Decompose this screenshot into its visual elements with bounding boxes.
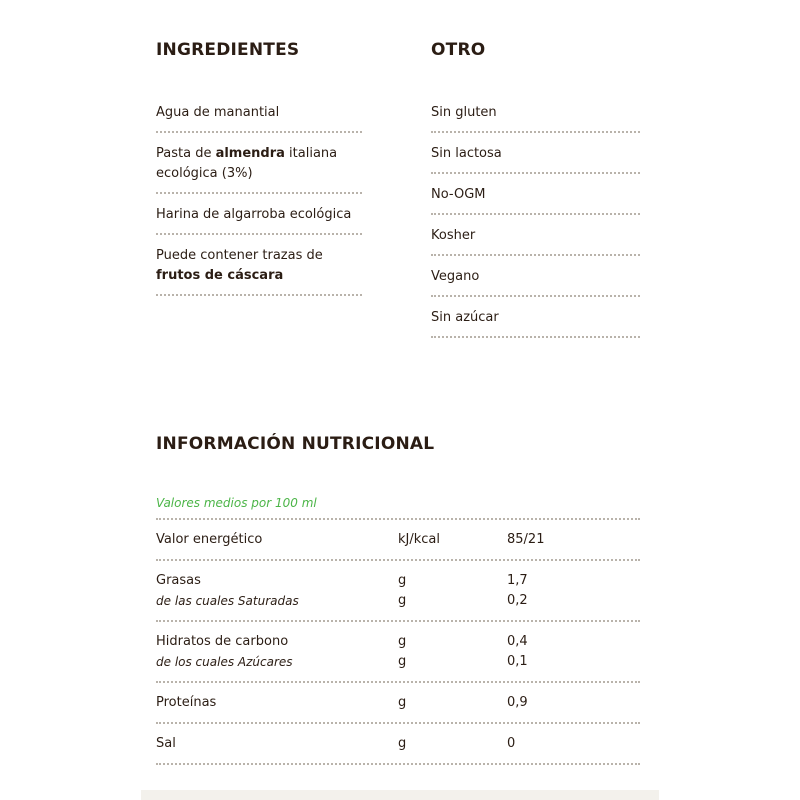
nutrition-value: 0,4 [507, 634, 528, 649]
nutrition-unit: g [398, 736, 407, 751]
nutrition-label: Proteínas [156, 695, 217, 710]
footer-band [141, 790, 659, 800]
ingredient-text: Puede contener trazas de [156, 248, 323, 263]
nutrition-label: Hidratos de carbono [156, 634, 289, 649]
nutrition-value: 1,7 [507, 573, 528, 588]
ingredient-text: Agua de manantial [156, 105, 280, 120]
ingredient-highlight: almendra [215, 146, 285, 161]
other-item: Kosher [431, 225, 640, 256]
nutrition-table [156, 494, 640, 765]
ingredients-list [156, 102, 362, 306]
nutrition-row-protein [156, 683, 640, 724]
nutrition-sub-value: 0,1 [507, 654, 528, 669]
nutrition-sub-value: 0,2 [507, 593, 528, 608]
ingredient-text: Harina de algarroba ecológica [156, 207, 352, 222]
nutrition-value: 85/21 [507, 532, 545, 547]
nutrition-sub-unit: g [398, 593, 407, 608]
nutrition-label: Grasas [156, 573, 201, 588]
nutrition-row-energy [156, 520, 640, 561]
nutrition-unit: g [398, 573, 407, 588]
ingredient-item [156, 245, 362, 296]
nutrition-unit: g [398, 634, 407, 649]
ingredient-item [156, 204, 362, 235]
nutrition-label: Valor energético [156, 532, 263, 547]
ingredient-text: Pasta de [156, 146, 216, 161]
nutrition-sub-label: de las cuales Saturadas [156, 594, 299, 608]
other-item: Vegano [431, 266, 640, 297]
ingredient-text: italiana ecológica (3%) [156, 146, 338, 181]
other-list [431, 102, 640, 348]
ingredient-highlight: frutos de cáscara [156, 268, 284, 283]
other-item: Sin gluten [431, 102, 640, 133]
ingredients-heading: INGREDIENTES [156, 40, 300, 60]
nutrition-sub-label: de los cuales Azúcares [156, 655, 293, 669]
nutrition-label: Sal [156, 736, 176, 751]
nutrition-sub-unit: g [398, 654, 407, 669]
nutrition-unit: kJ/kcal [398, 532, 440, 547]
nutrition-unit: g [398, 695, 407, 710]
other-item: Sin azúcar [431, 307, 640, 338]
nutrition-row-salt [156, 724, 640, 765]
ingredient-item [156, 143, 362, 194]
other-item: Sin lactosa [431, 143, 640, 174]
other-heading: OTRO [431, 40, 486, 60]
nutrition-subtitle: Valores medios por 100 ml [156, 494, 640, 520]
other-item: No-OGM [431, 184, 640, 215]
nutrition-row-fat [156, 561, 640, 622]
nutrition-row-carbs [156, 622, 640, 683]
nutrition-value: 0,9 [507, 695, 528, 710]
nutrition-value: 0 [507, 736, 516, 751]
nutrition-heading: INFORMACIÓN NUTRICIONAL [156, 434, 435, 454]
ingredient-item [156, 102, 362, 133]
